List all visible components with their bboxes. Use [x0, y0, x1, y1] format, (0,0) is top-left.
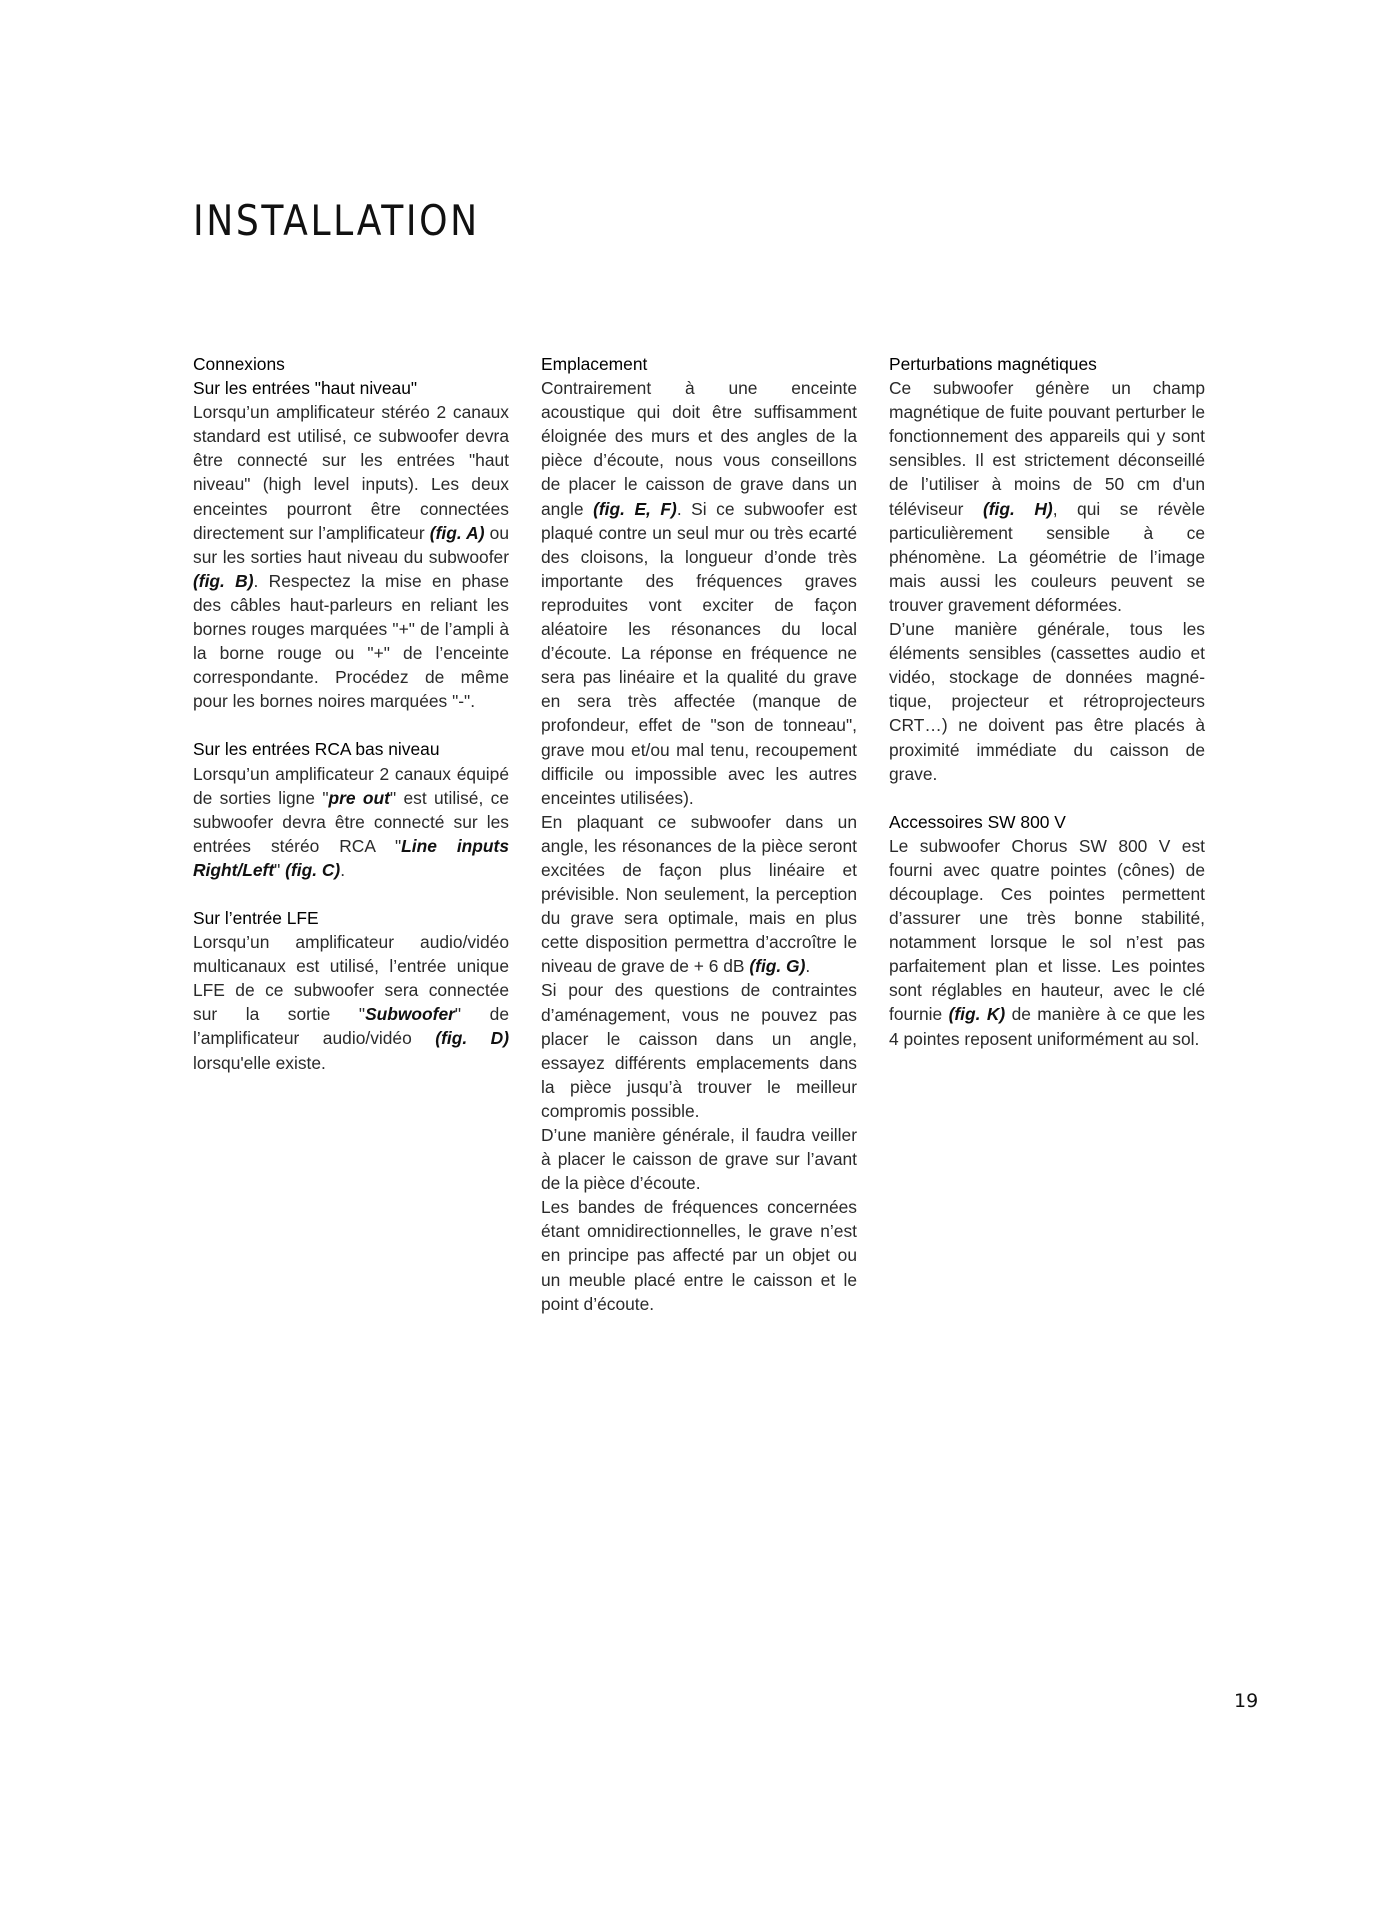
figure-ref: (fig. G)	[749, 956, 806, 977]
text-run: " est utilisé, ce subwoofer devra être connecté sur les entrées stéréo RCA "	[193, 787, 510, 856]
paragraph: D’une manière générale, il faudra veiller à placer le caisson de grave sur l’avant de la pièce d’écoute.	[541, 1125, 857, 1194]
text-run: de manière à ce que les 4 pointes reposent uniformément au sol.	[889, 1004, 1205, 1049]
emphasis: pre out	[328, 787, 390, 808]
paragraph	[889, 834, 1205, 1051]
emphasis: Line inputs Right/Left	[193, 835, 510, 880]
subsection-heading: Sur les entrées RCA bas niveau	[193, 739, 440, 760]
text-run: Lorsqu’un amplificateur 2 canaux équipé de sorties ligne "	[193, 763, 509, 808]
text-run: " de l’amplificateur audio/vidéo	[193, 1004, 509, 1049]
figure-ref: (fig. C)	[285, 859, 341, 880]
paragraph: Les bandes de fréquences concernées étant omnidirectionnelles, le grave n’est en principe pas affecté par un objet ou un meuble placé entre le caisson et le point d’écoute.	[541, 1197, 857, 1314]
section-magnetic-interference	[889, 352, 1205, 786]
text-run: . Si ce subwoofer est plaqué contre un seul mur ou très ecarté des cloisons, la longueur d’onde très importante des fréquences graves reproduites vont exciter de façon aléatoire les résonances du local d’écoute. La réponse en fréquence ne sera pas linéaire et la qualité du grave en sera très affectée (manque de profondeur, effet de "son de tonneau", grave mou et/ou mal tenu, recoupement difficile ou impossible avec les autres enceintes utilisées).	[541, 498, 857, 808]
section-heading: Perturbations magnétiques	[889, 354, 1097, 374]
page-number: 19	[1234, 1690, 1259, 1712]
emphasis: Subwoofer	[365, 1004, 455, 1025]
text-run: lorsqu'elle existe.	[193, 1052, 326, 1073]
figure-ref: (fig. A)	[429, 522, 485, 543]
section-heading: Connexions	[193, 354, 285, 374]
section-heading: Emplacement	[541, 354, 648, 374]
section-heading: Accessoires SW 800 V	[889, 811, 1066, 832]
text-run: En plaquant ce subwoofer dans un angle, les résonances de la pièce seront excitées de façon plus linéaire et prévisible. Non seulement, la perception du grave sera optimale, mais en plus cette disposition permettra d’accroître le niveau de grave de + 6 dB	[541, 811, 857, 977]
paragraph: D’une manière générale, tous les éléments sensibles (cassettes audio et vidéo, stockage de données magnétique, projecteur et rétroprojecteurs CRT…) ne doivent pas être placés à proximité immédiate du caisson de grave.	[889, 619, 1205, 784]
subsection-heading: Sur les entrées "haut niveau"	[193, 378, 418, 399]
figure-ref: (fig. H)	[982, 498, 1053, 519]
paragraph: Si pour des questions de contraintes d’aménagement, vous ne pouvez pas placer le caisson dans un angle, essayez différents emplacements dans la pièce jusqu’à trouver le meilleur compromis possible.	[541, 980, 857, 1121]
paragraph	[889, 376, 1205, 617]
section-emplacement	[541, 352, 857, 1316]
text-run: ou sur les sorties haut niveau du subwoofer	[193, 522, 510, 567]
section-connexions	[193, 352, 509, 713]
column-middle	[541, 352, 857, 1340]
text-run: .	[340, 859, 346, 880]
paragraph	[193, 762, 509, 882]
column-left	[193, 352, 509, 1099]
column-right	[889, 352, 1205, 1075]
subsection-heading: Sur l’entrée LFE	[193, 907, 319, 928]
paragraph	[193, 930, 509, 1075]
paragraph	[541, 810, 857, 979]
figure-ref: (fig. E, F)	[593, 498, 677, 519]
text-run: Le subwoofer Chorus SW 800 V est fourni avec quatre pointes (cônes) de découplage. Ces pointes permettent d’assurer une très bonne stabilité, notamment lorsque le sol n’est pas parfaitement plan et lisse. Les pointes sont réglables en hauteur, avec le clé fournie	[889, 835, 1205, 1025]
text-run: Lorsqu’un amplificateur stéréo 2 canaux standard est utilisé, ce subwoofer devra être connecté sur les entrées "haut niveau" (high level inputs). Les deux enceintes pourront être connectées directement sur l’amplificateur	[193, 402, 509, 543]
text-run: .	[805, 956, 811, 977]
section-accessories	[889, 810, 1205, 1051]
text-run: . Respectez la mise en phase des câbles haut-parleurs en reliant les bornes rouges marquées "+" de l’ampli à la borne rouge ou "+" de l’enceinte correspondante. Procédez de même pour les bornes noires marquées "-".	[193, 570, 509, 712]
text-run: "	[274, 859, 286, 880]
figure-ref: (fig. K)	[948, 1004, 1006, 1025]
text-run: , qui se révèle particulièrement sensible à ce phénomène. La géométrie de l’image mais aussi les couleurs peuvent se trouver gravement déformées.	[889, 498, 1205, 615]
text-run: Lorsqu’un amplificateur audio/vidéo multicanaux est utilisé, l’entrée unique LFE de ce subwoofer sera connectée sur la sortie "	[193, 932, 509, 1025]
section-lfe-input	[193, 906, 509, 1075]
text-run: Ce subwoofer génère un champ magnétique de fuite pouvant perturber le fonctionnement des appareils qui y sont sensibles. Il est strictement déconseillé de l’utiliser à moins de 50 cm d'un téléviseur	[889, 378, 1205, 519]
page-title: INSTALLATION	[193, 196, 480, 245]
figure-ref: (fig. D)	[435, 1028, 509, 1049]
paragraph	[541, 376, 857, 810]
figure-ref: (fig. B)	[193, 570, 254, 591]
text-run: Contrairement à une enceinte acoustique qui doit être suffisamment éloignée des murs et des angles de la pièce d’écoute, nous vous conseillons de placer le caisson de grave dans un angle	[541, 378, 857, 519]
paragraph	[193, 400, 509, 713]
section-rca-inputs	[193, 737, 509, 882]
